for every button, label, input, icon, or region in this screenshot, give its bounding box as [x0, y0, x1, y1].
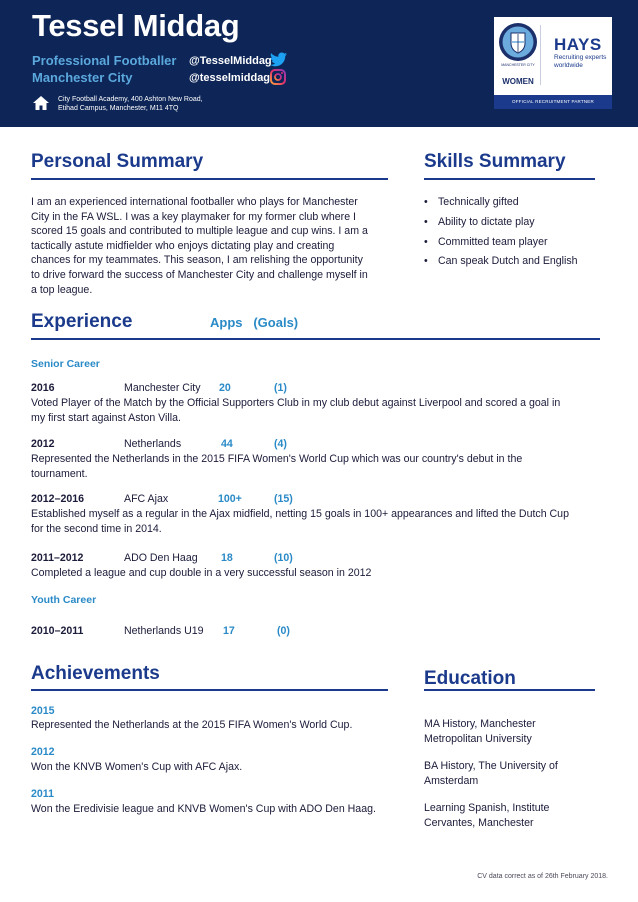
experience-apps: 18 — [221, 552, 233, 564]
achievement-text: Won the KNVB Women's Cup with AFC Ajax. — [31, 761, 243, 773]
goals-label: (Goals) — [253, 315, 299, 330]
achievement-year: 2012 — [31, 746, 55, 758]
footer-note: CV data correct as of 26th February 2018. — [477, 873, 608, 880]
instagram-handle[interactable]: @tesselmiddag — [189, 72, 271, 84]
instagram-icon[interactable] — [270, 69, 286, 90]
experience-description — [31, 396, 560, 425]
hays-tagline — [554, 54, 606, 70]
experience-goals: (4) — [274, 438, 287, 450]
bullet: • — [424, 216, 428, 228]
experience-goals: (1) — [274, 382, 287, 394]
achievement-year: 2011 — [31, 788, 54, 800]
education-line: Learning Spanish, Institute — [424, 802, 550, 814]
achievements-rule — [31, 689, 388, 691]
education-line: MA History, Manchester — [424, 718, 536, 730]
player-name: Tessel Middag — [32, 8, 240, 43]
hays-logo: HAYS — [554, 35, 602, 54]
skill-label: Can speak Dutch and English — [438, 255, 578, 267]
summary-line: City in the FA WSL. I was a key playmaker for my former club where I — [31, 210, 356, 223]
achievement-text: Represented the Netherlands at the 2015 FIFA Women's World Cup. — [31, 719, 353, 731]
experience-apps: 44 — [221, 438, 233, 450]
skill-label: Committed team player — [438, 236, 548, 248]
senior-career-label: Senior Career — [31, 358, 100, 370]
address-line-2: Etihad Campus, Manchester, M11 4TQ — [58, 105, 179, 112]
bullet: • — [424, 196, 428, 208]
twitter-handle[interactable]: @TesselMiddag — [189, 55, 272, 67]
skill-item — [424, 255, 578, 267]
bullet: • — [424, 236, 428, 248]
skills-summary-title: Skills Summary — [424, 151, 566, 172]
skills-summary-rule — [424, 178, 595, 180]
education-item — [424, 717, 536, 746]
education-item — [424, 801, 549, 830]
education-line: BA History, The University of — [424, 760, 558, 772]
experience-apps: 20 — [219, 382, 231, 394]
experience-club: AFC Ajax — [124, 493, 169, 505]
apps-goals-header — [210, 315, 298, 330]
summary-line: chances for my teammates. This season, I am relishing the opportunity — [31, 254, 363, 267]
hays-tagline-line-2: worldwide — [554, 62, 583, 69]
education-line: Amsterdam — [424, 774, 479, 787]
experience-year: 2010–2011 — [31, 625, 84, 637]
cv-header — [0, 0, 638, 127]
experience-year: 2016 — [31, 382, 55, 394]
player-club: Manchester City — [32, 70, 133, 85]
experience-description — [31, 452, 522, 481]
summary-line: I am an experienced international footballer who plays for Manchester — [31, 196, 358, 208]
experience-description — [31, 507, 569, 536]
player-role: Professional Footballer — [32, 53, 177, 68]
manchester-city-crest-icon — [498, 22, 538, 62]
achievement-year: 2015 — [31, 705, 55, 717]
experience-description — [31, 566, 371, 581]
description-line: Represented the Netherlands in the 2015 FIFA Women's World Cup which was our country's debut in the — [31, 453, 523, 465]
personal-summary-title: Personal Summary — [31, 151, 204, 172]
women-label: WOMEN — [502, 77, 534, 86]
address-line-1: City Football Academy, 400 Ashton New Road, — [58, 96, 203, 103]
description-line: my first start against Aston Villa. — [31, 411, 181, 424]
education-item — [424, 759, 558, 788]
youth-career-label: Youth Career — [31, 594, 97, 606]
description-line: for the second time in 2014. — [31, 522, 162, 535]
experience-rule — [31, 338, 600, 340]
experience-goals: (10) — [274, 552, 293, 564]
description-line: Established myself as a regular in the Ajax midfield, netting 15 goals in 100+ appearances and lifted the Dutch Cup — [31, 508, 569, 520]
education-line: Metropolitan University — [424, 732, 532, 745]
address — [58, 95, 203, 113]
experience-club: ADO Den Haag — [124, 552, 198, 564]
summary-line: scored 15 goals and contributed to multiple league and cup wins. I am a — [31, 225, 368, 238]
experience-goals: (0) — [277, 625, 290, 637]
bullet: • — [424, 255, 428, 267]
experience-year: 2011–2012 — [31, 552, 84, 564]
partner-badge — [494, 17, 612, 109]
home-icon — [33, 96, 49, 110]
hays-tagline-line-1: Recruiting experts — [554, 54, 607, 61]
personal-summary-rule — [31, 178, 388, 180]
description-line: Voted Player of the Match by the Official Supporters Club in my club debut against Liverpool and scored a goal in — [31, 397, 561, 409]
summary-line: a top league. — [31, 283, 93, 296]
personal-summary-text — [31, 195, 368, 297]
education-title: Education — [424, 668, 516, 689]
experience-title: Experience — [31, 311, 133, 332]
education-rule — [424, 689, 595, 691]
skill-label: Technically gifted — [438, 196, 519, 208]
experience-goals: (15) — [274, 493, 293, 505]
experience-club: Netherlands U19 — [124, 625, 204, 637]
experience-year: 2012 — [31, 438, 55, 450]
experience-apps: 100+ — [218, 493, 242, 505]
experience-apps: 17 — [223, 625, 235, 637]
skill-item — [424, 216, 535, 228]
apps-label: Apps — [210, 315, 243, 330]
partner-divider — [540, 25, 541, 85]
experience-year: 2012–2016 — [31, 493, 85, 505]
education-line: Cervantes, Manchester — [424, 816, 534, 829]
achievements-title: Achievements — [31, 663, 160, 684]
partner-bar: OFFICIAL RECRUITMENT PARTNER — [494, 95, 612, 109]
skill-item — [424, 236, 548, 248]
description-line: tournament. — [31, 467, 88, 480]
achievement-text: Won the Eredivisie league and KNVB Women's Cup with ADO Den Haag. — [31, 803, 376, 815]
experience-club: Netherlands — [124, 438, 182, 450]
skill-item — [424, 196, 519, 208]
summary-line: to drive forward the success of Manchester City and challenge myself in — [31, 268, 368, 281]
skill-label: Ability to dictate play — [438, 216, 535, 228]
description-line: Completed a league and cup double in a very successful season in 2012 — [31, 567, 372, 579]
crest-text: MANCHESTER CITY — [501, 63, 535, 67]
experience-club: Manchester City — [124, 382, 201, 394]
summary-line: tactically astute midfielder who enjoys dictating play and creating — [31, 239, 335, 252]
